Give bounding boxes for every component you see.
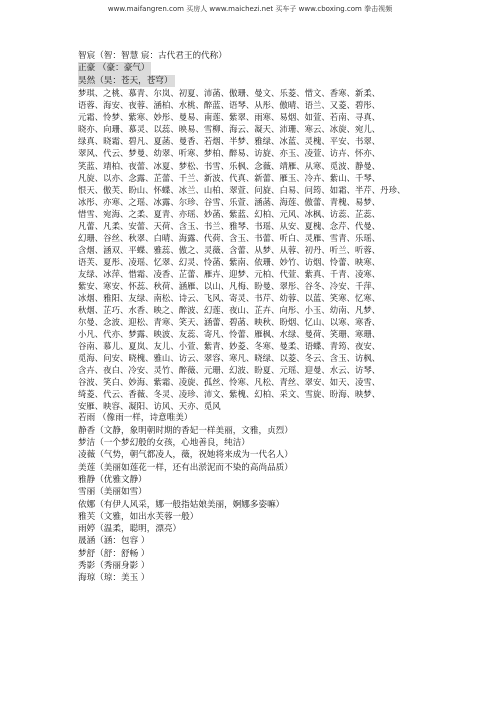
- name-note: 秀影（秀丽身影 ）: [78, 561, 150, 572]
- name-list-row: 含卉、夜白、冷安、灵竹、醉薇、元珊、幻波、盼夏、元瑶、迎曼、水云、访琴、: [78, 365, 381, 376]
- name-note: 雅静（优雅文静）: [78, 474, 147, 485]
- name-notes: [78, 412, 438, 584]
- name-note: 海琼（琼：美玉 ）: [78, 573, 150, 584]
- name-list-row: 元霜、怜梦、紫寒、妙彤、曼易、南莲、紫翠、雨寒、易烟、如萱、若南、寻真、: [78, 112, 381, 123]
- name-list-row: 翠风、代云、梦曼、幼翠、听寒、梦柏、醉易、访旋、亦玉、凌萱、访卉、怀亦、: [78, 148, 381, 159]
- name-note: 雅芙（文雅，如出水芙蓉一般）: [78, 511, 199, 522]
- name-list-row: 秋烟、芷巧、水香、映之、醉波、幻莲、夜山、芷卉、向彤、小玉、幼南、凡梦、: [78, 305, 381, 316]
- name-title-zhenghao: [78, 62, 438, 74]
- name-list-row: 尔曼、念波、迎松、青寒、笑天、涵蕾、碧菡、映秋、盼烟、忆山、以寒、寒香、: [78, 317, 381, 328]
- name-note: 晟涵（涵：包容 ）: [78, 536, 150, 547]
- name-list-row: 恨天、傲芙、盼山、怀蝶、冰兰、山柏、翠萱、问旋、白易、问筠、如霜、半芹、丹珍、: [78, 184, 406, 195]
- name-entry: 正豪 （豪：豪气）: [78, 63, 150, 74]
- name-list-row: 语蓉、海安、夜蓉、涵柏、水桃、醉蓝、语琴、从彤、傲晴、语兰、又菱、碧彤、: [78, 100, 381, 111]
- name-list-row: 安雁、映容、凝阳、访风、天亦、觅风: [78, 401, 221, 412]
- name-list-row: 梦琪、之桃、慕青、尔岚、初夏、沛菡、傲珊、曼文、乐菱、惜文、香寒、新柔、: [78, 88, 381, 99]
- name-entry: 昊然（昊：苍天，苍穹）: [78, 75, 173, 86]
- name-list-row: 谷波、笑白、妙海、紫霜、凌旋、孤丝、怜寒、凡松、青丝、翠安、如天、凌雪、: [78, 377, 381, 388]
- site-header: www.maifangren.com 买房人 www.maichezi.net 买车子 www.cboxing.com 拳击视频: [107, 5, 393, 13]
- name-note: 梦洁（一个梦幻般的女孩，心地善良，纯洁）: [78, 438, 250, 449]
- name-list-row: 紫安、寒安、怀蕊、秋荷、涵雁、以山、凡梅、盼曼、翠彤、谷冬、冷安、千萍、: [78, 280, 381, 291]
- name-list-row: 凡蕾、凡柔、安蕾、天荷、含玉、书兰、雅琴、书瑶、从安、夏槐、念芹、代曼、: [78, 220, 381, 231]
- name-note: 凌薇（气势，朝气都凌人，薇，祝她将来成为一代名人）: [78, 450, 293, 461]
- name-list-row: 冰彤、亦寒、之瑶、冰露、尔珍、谷雪、乐萱、涵菡、海莲、傲蕾、青槐、易梦、: [78, 196, 381, 207]
- name-title-zhichen: [78, 50, 438, 62]
- name-list-row: 笑蓝、靖柏、夜蕾、冰夏、梦松、书雪、乐枫、念薇、靖雁、从寒、觅波、静曼、: [78, 160, 381, 171]
- name-list-row: 觅海、问安、晓槐、雅山、访云、翠容、寒凡、晓绿、以菱、冬云、含玉、访枫、: [78, 353, 381, 364]
- name-title-haoran: [78, 75, 438, 87]
- name-list-row: 含烟、涵双、平蝶、雅蕊、傲之、灵薇、含蕾、从梦、从蓉、初丹、听兰、听蓉、: [78, 244, 381, 255]
- name-note: 静香（文静，象明朝时期的香妃一样美丽，文雅，贞烈）: [78, 425, 293, 436]
- name-note: 雪丽（美丽如雪）: [78, 487, 147, 498]
- name-list-row: 绮菱、代云、香薇、冬灵、凌珍、沛文、紫槐、幻柏、采文、雪旋、盼海、映梦、: [78, 389, 381, 400]
- name-list-row: 冰烟、雅阳、友绿、南松、诗云、飞风、寄灵、书芹、幼蓉、以蓝、笑寒、忆寒、: [78, 293, 381, 304]
- name-list-row: 谷南、慕儿、夏岚、友儿、小萱、紫青、妙菱、冬寒、曼柔、语蝶、青筠、夜安、: [78, 341, 381, 352]
- name-list-row: 绿真、晓霜、碧凡、夏菡、曼香、若烟、半梦、雅绿、冰蓝、灵槐、平安、书翠、: [78, 136, 381, 147]
- name-list-row: 凡旋、以亦、念露、芷蕾、千兰、新波、代真、新蕾、雁玉、冷卉、紫山、千琴、: [78, 172, 381, 183]
- name-note: 依娜（有伊人风采，娜一般指姑娘美丽，婀娜多姿嘛）: [78, 499, 285, 510]
- name-note: 若雨 （像雨一样，诗意唯美）: [78, 413, 193, 424]
- document-body: [78, 50, 438, 585]
- name-note: 梦舒（舒：舒畅 ）: [78, 548, 150, 559]
- name-entry: 智宸（智：智慧 宸：古代君王的代称）: [78, 51, 227, 61]
- name-list-row: 语芙、夏彤、凌瑶、忆翠、幻灵、怜菡、紫南、依珊、妙竹、访烟、怜蕾、映寒、: [78, 256, 381, 267]
- name-list-row: 小凡、代亦、梦露、映波、友蕊、寄凡、怜蕾、雁枫、水绿、曼荷、笑珊、寒珊、: [78, 329, 381, 340]
- name-note: 雨婷（温柔，聪明，漂亮）: [78, 524, 182, 535]
- name-list-row: 惜雪、宛海、之柔、夏青、亦瑶、妙菡、紫蓝、幻柏、元风、冰枫、访蕊、芷蕊、: [78, 208, 381, 219]
- name-note: 美莲（美丽如莲花一样，还有出淤泥而不染的高尚品质）: [78, 462, 293, 473]
- name-list-row: 晓亦、向珊、慕灵、以蕊、映易、雪柳、海云、凝天、沛珊、寒云、冰旋、宛儿、: [78, 124, 381, 135]
- name-list-row: 幻珊、谷丝、秋翠、白晴、海露、代荷、含玉、书蕾、听白、灵雁、雪青、乐瑶、: [78, 232, 381, 243]
- name-list: [78, 87, 438, 412]
- name-list-row: 友绿、冰萍、惜霜、凌香、芷蕾、雁卉、迎梦、元柏、代萱、紫真、千青、凌寒、: [78, 268, 381, 279]
